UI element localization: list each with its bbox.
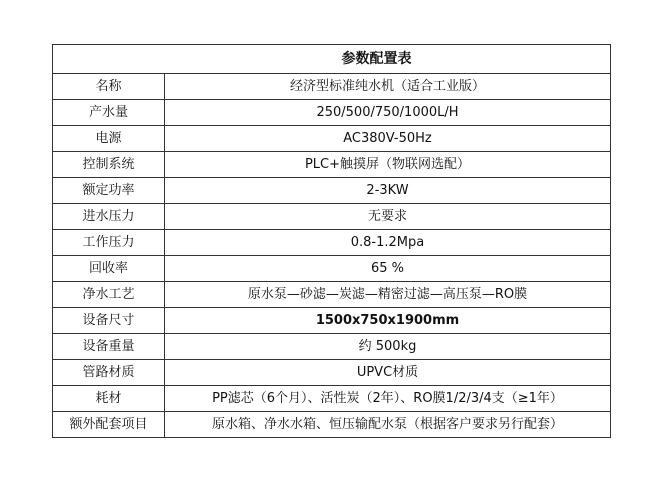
row-value: PLC+触摸屏（物联网选配） bbox=[165, 152, 611, 178]
row-value: 原水泵—砂滤—炭滤—精密过滤—高压泵—RO膜 bbox=[165, 282, 611, 308]
row-label: 净水工艺 bbox=[53, 282, 165, 308]
table-row bbox=[53, 126, 611, 152]
row-value: 0.8-1.2Mpa bbox=[165, 230, 611, 256]
table-row bbox=[53, 152, 611, 178]
table-row bbox=[53, 386, 611, 412]
table-title-cell bbox=[53, 45, 611, 74]
row-value: 1500x750x1900mm bbox=[165, 308, 611, 334]
row-label: 工作压力 bbox=[53, 230, 165, 256]
row-label: 额定功率 bbox=[53, 178, 165, 204]
row-label: 管路材质 bbox=[53, 360, 165, 386]
row-label: 设备重量 bbox=[53, 334, 165, 360]
row-label: 设备尺寸 bbox=[53, 308, 165, 334]
row-label: 电源 bbox=[53, 126, 165, 152]
row-value: 65 % bbox=[165, 256, 611, 282]
row-value: UPVC材质 bbox=[165, 360, 611, 386]
row-label: 额外配套项目 bbox=[53, 412, 165, 438]
row-label: 耗材 bbox=[53, 386, 165, 412]
table-title-row bbox=[53, 45, 611, 74]
row-value: 2-3KW bbox=[165, 178, 611, 204]
row-value: 原水箱、净水水箱、恒压输配水泵（根据客户要求另行配套） bbox=[165, 412, 611, 438]
table-title: 参数配置表 bbox=[341, 51, 412, 67]
row-label: 产水量 bbox=[53, 100, 165, 126]
spec-table bbox=[52, 44, 611, 438]
table-row bbox=[53, 334, 611, 360]
row-value: 约 500kg bbox=[165, 334, 611, 360]
row-value: 经济型标准纯水机（适合工业版） bbox=[165, 74, 611, 100]
row-value: PP滤芯（6个月）、活性炭（2年）、RO膜1/2/3/4支（≥1年） bbox=[165, 386, 611, 412]
table-row bbox=[53, 74, 611, 100]
table-row bbox=[53, 412, 611, 438]
table-row bbox=[53, 204, 611, 230]
row-value: 无要求 bbox=[165, 204, 611, 230]
row-value: 250/500/750/1000L/H bbox=[165, 100, 611, 126]
row-label: 控制系统 bbox=[53, 152, 165, 178]
table-row bbox=[53, 230, 611, 256]
table-row bbox=[53, 178, 611, 204]
table-row bbox=[53, 282, 611, 308]
table-row bbox=[53, 360, 611, 386]
table-row bbox=[53, 100, 611, 126]
row-value: AC380V-50Hz bbox=[165, 126, 611, 152]
row-label: 回收率 bbox=[53, 256, 165, 282]
row-label: 名称 bbox=[53, 74, 165, 100]
row-label: 进水压力 bbox=[53, 204, 165, 230]
table-row bbox=[53, 308, 611, 334]
table-row bbox=[53, 256, 611, 282]
